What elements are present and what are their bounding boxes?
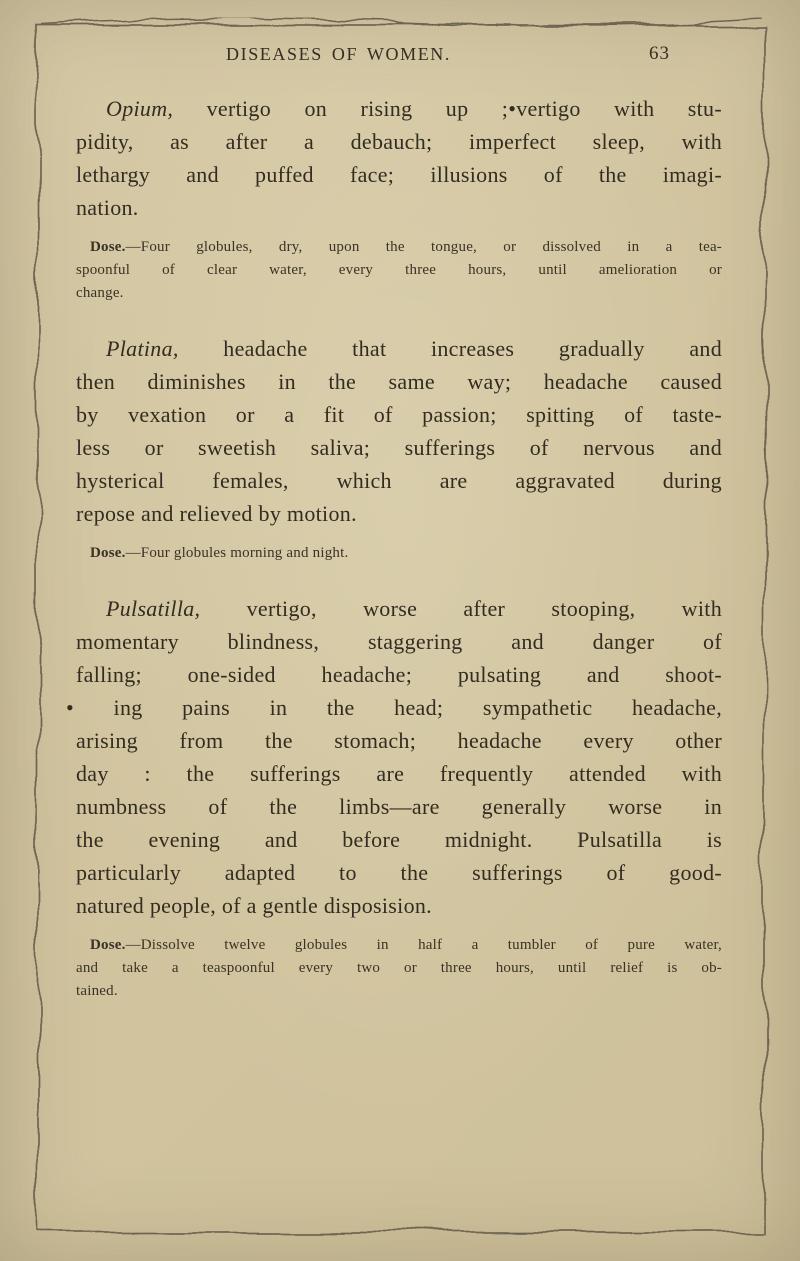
paragraph-line: particularly adapted to the sufferings of good- [76,860,722,885]
dose-line: and take a teaspoonful every two or three hours, until relief is ob- [76,960,722,976]
paragraph-line: then diminishes in the same way; headache caused [76,369,722,394]
dose-line: spoonful of clear water, every three hours, until amelioration or [76,262,722,278]
remedy-name: Platina, [106,336,179,361]
dose-instructions [76,934,722,1003]
paragraph-line: natured people, of a gentle disposision. [76,893,432,918]
paragraph-line: pidity, as after a debauch; imperfect sleep, with [76,129,722,154]
dose-line [76,542,722,565]
remedy-name: Pulsatilla, [106,596,201,621]
running-title: DISEASES OF WOMEN. [226,44,451,64]
paragraph-line: numbness of the limbs—are generally worse in [76,794,722,819]
paragraph-line: by vexation or a fit of passion; spitting of taste- [76,402,722,427]
paragraph-line [76,592,722,625]
dose-label: Dose. [90,545,126,561]
remedy-paragraph [66,592,722,922]
paragraph-line: arising from the stomach; headache every other [76,728,722,753]
dose-line [76,236,722,259]
paragraph-line: falling; one-sided headache; pulsating and shoot- [76,662,722,687]
paragraph-line: hysterical females, which are aggravated during [76,468,722,493]
dose-text: —Dissolve twelve globules in half a tumbler of pure water, [125,937,722,953]
paragraph-line: nation. [76,195,139,220]
remedy-section-platina [76,332,722,565]
paragraph-line: less or sweetish saliva; sufferings of nervous and [76,435,722,460]
dose-line: change. [76,285,124,301]
remedy-section-pulsatilla [66,592,722,1003]
paragraph-line [76,92,722,125]
paragraph-line: momentary blindness, staggering and danger of [76,629,722,654]
dose-instructions [76,236,722,305]
paragraph-line: the evening and before midnight. Pulsatilla is [76,827,722,852]
dose-line [76,934,722,957]
dose-label: Dose. [90,239,126,255]
paragraph-text: vertigo on rising up ;•vertigo with stu- [173,96,722,121]
paragraph-line: day : the sufferings are frequently attended with [76,761,722,786]
remedy-paragraph [76,92,722,224]
remedy-name: Opium, [106,96,174,121]
paragraph-line: lethargy and puffed face; illusions of the imagi- [76,162,722,187]
dose-line: tained. [76,983,118,999]
remedy-section-opium [76,92,722,305]
dose-text: —Four globules, dry, upon the tongue, or dissolved in a tea- [125,239,722,255]
paragraph-text: headache that increases gradually and [178,336,722,361]
paragraph-text: vertigo, worse after stooping, with [200,596,722,621]
paragraph-line: repose and relieved by motion. [76,501,357,526]
dose-instructions [76,542,722,565]
page-header [76,40,722,70]
dose-label: Dose. [90,937,126,953]
dose-text: —Four globules morning and night. [125,545,349,561]
remedy-paragraph [76,332,722,530]
page-number: 63 [649,43,670,64]
page-content [66,40,722,1030]
paragraph-line: • ing pains in the head; sympathetic headache, [66,695,722,720]
paragraph-line [76,332,722,365]
